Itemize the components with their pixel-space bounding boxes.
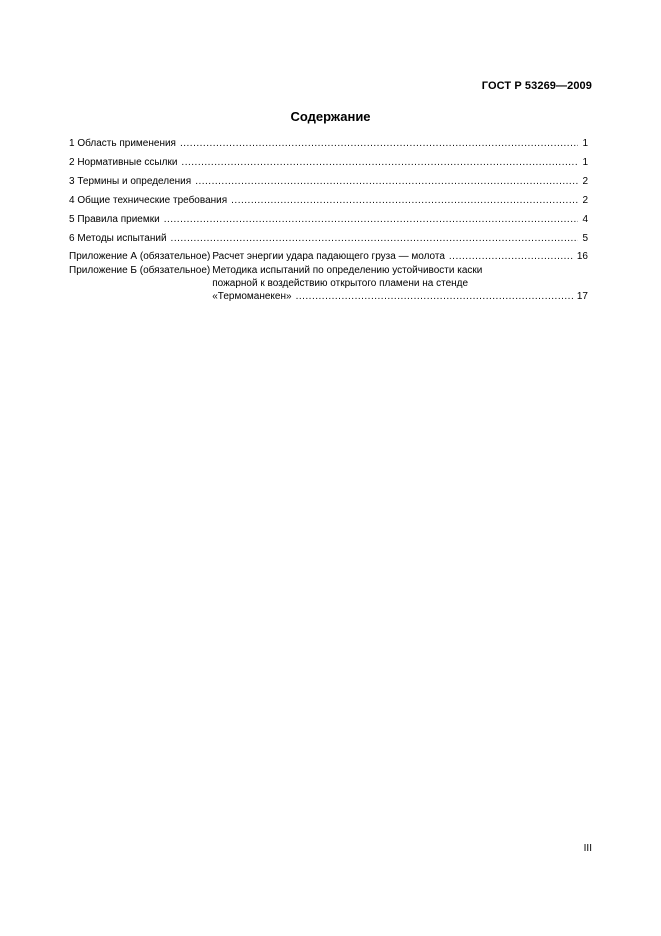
appendix-label: Приложение Б (обязательное): [69, 265, 211, 276]
toc-entry-page: 4: [582, 214, 588, 225]
appendix-title: «Термоманекен»: [212, 291, 292, 302]
appendix-label: Приложение А (обязательное): [69, 251, 211, 262]
toc-entry-label: 3 Термины и определения: [69, 176, 192, 187]
appendix-title-line: [212, 250, 588, 263]
appendix-body: [212, 264, 588, 303]
toc-entry[interactable]: [69, 213, 588, 226]
appendix-body: [212, 250, 588, 263]
appendix-title-line: [212, 290, 588, 303]
toc-entry[interactable]: [69, 194, 588, 207]
toc-entry[interactable]: [69, 232, 588, 245]
document-code: ГОСТ Р 53269—2009: [481, 80, 592, 92]
toc-entry-label: 5 Правила приемки: [69, 214, 160, 225]
toc-entry-page: 2: [582, 195, 588, 206]
appendix-page: 16: [576, 251, 588, 262]
toc-entry-label: 2 Нормативные ссылки: [69, 157, 178, 168]
toc-entry-page: 1: [582, 138, 588, 149]
appendix-title-line: Методика испытаний по определению устойчивости каски: [212, 265, 483, 276]
toc-appendix-entry[interactable]: [69, 264, 588, 303]
toc-entry-page: 5: [582, 233, 588, 244]
table-of-contents: [69, 137, 588, 303]
appendix-page: 17: [576, 291, 588, 302]
toc-entry-page: 2: [582, 176, 588, 187]
appendix-title: Расчет энергии удара падающего груза — молота: [212, 251, 445, 262]
dot-leader: [195, 175, 578, 188]
toc-entry[interactable]: [69, 175, 588, 188]
toc-appendix-entry[interactable]: [69, 250, 588, 263]
dot-leader: [296, 290, 573, 303]
page-title: Содержание: [290, 109, 371, 124]
toc-entry[interactable]: [69, 156, 588, 169]
toc-entry-label: 4 Общие технические требования: [69, 195, 228, 206]
dot-leader: [164, 213, 579, 226]
toc-entry-page: 1: [582, 157, 588, 168]
dot-leader: [171, 232, 579, 245]
appendix-title-line: пожарной к воздействию открытого пламени на стенде: [212, 278, 469, 289]
dot-leader: [449, 250, 573, 263]
dot-leader: [180, 137, 578, 150]
dot-leader: [231, 194, 578, 207]
dot-leader: [181, 156, 578, 169]
toc-entry-label: 6 Методы испытаний: [69, 233, 167, 244]
toc-entry-label: 1 Область применения: [69, 138, 176, 149]
toc-entry[interactable]: [69, 137, 588, 150]
page-number: III: [583, 843, 592, 854]
